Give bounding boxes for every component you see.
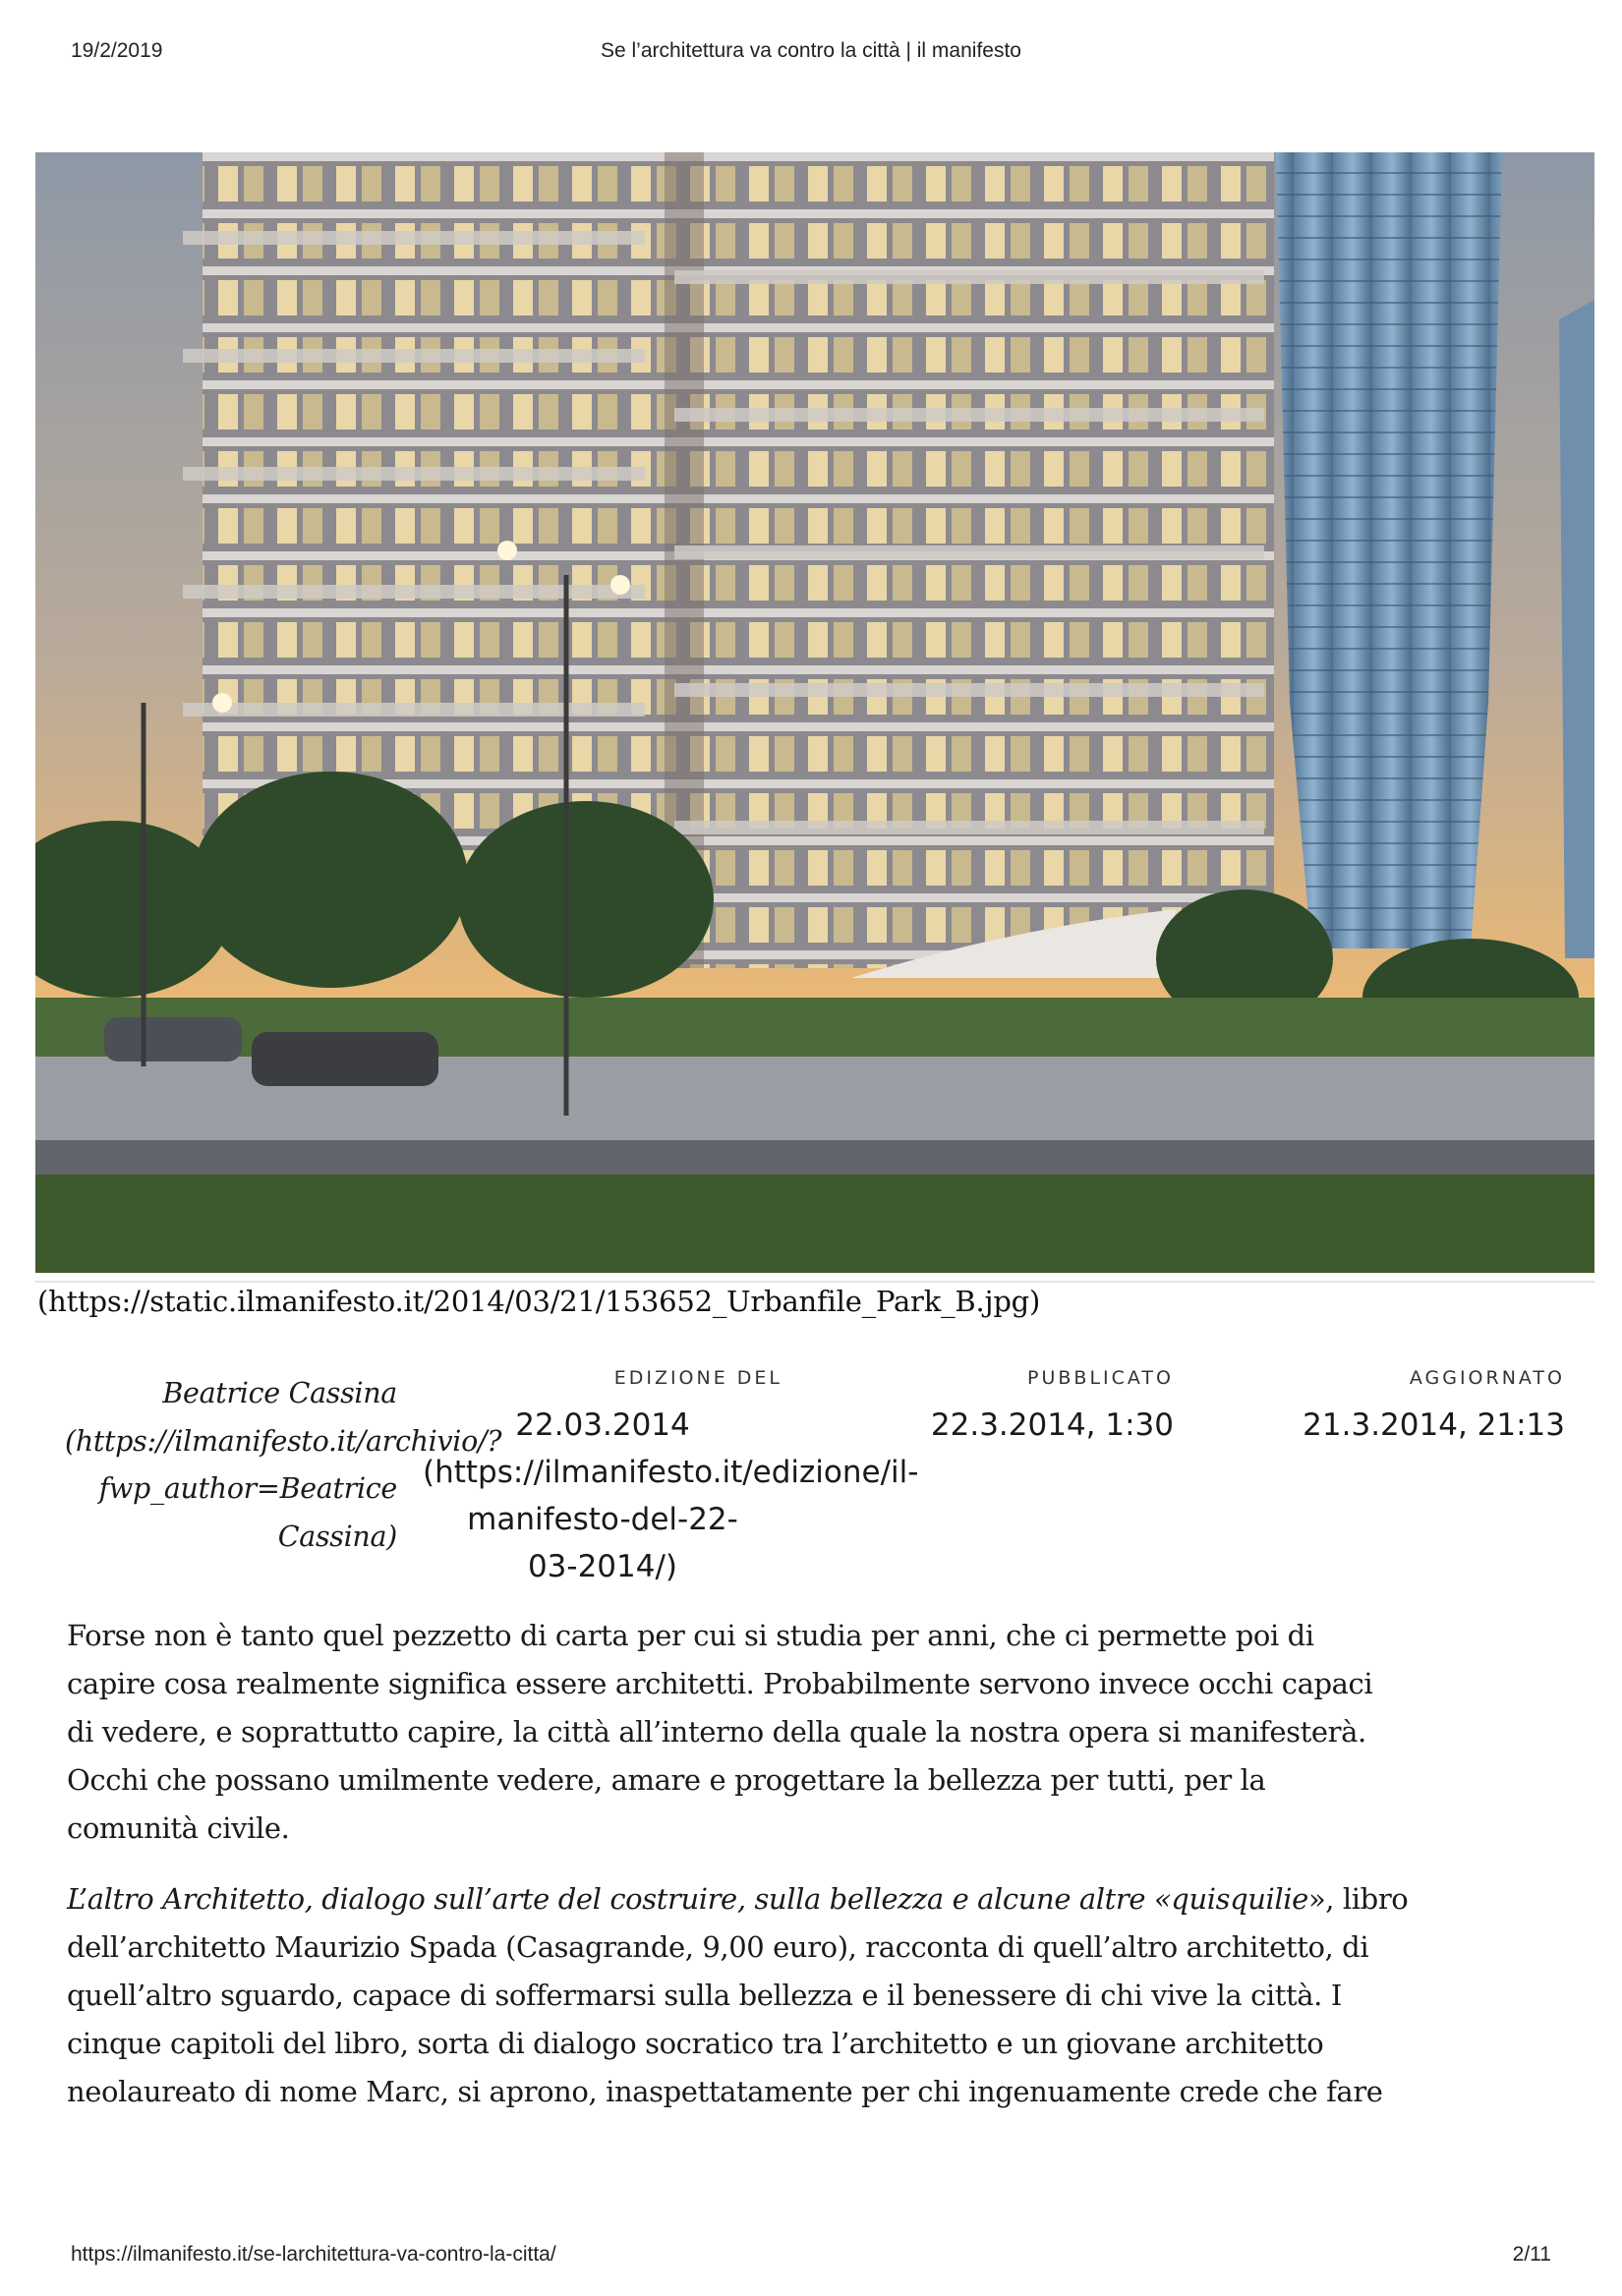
- author-line: (https://ilmanifesto.it/archivio/?: [65, 1424, 502, 1458]
- architectural-rendering-image: [35, 152, 1594, 1273]
- text-fragment: », libro: [1307, 1882, 1409, 1916]
- text-line: dell’architetto Maurizio Spada (Casagrande, 9,00 euro), racconta di quell’altro architetto, di: [67, 1930, 1369, 1964]
- author-line: fwp_author=Beatrice: [98, 1472, 397, 1505]
- text-line: di vedere, e soprattutto capire, la città all’interno della quale la nostra opera si manifesterà.: [67, 1715, 1366, 1749]
- text-line: Forse non è tanto quel pezzetto di carta per cui si studia per anni, che ci permette poi di: [67, 1619, 1314, 1652]
- book-title: L’altro Architetto, dialogo sull’arte del costruire, sulla bellezza e alcune altre «quisquilie: [67, 1882, 1308, 1916]
- author-link[interactable]: [65, 1370, 502, 1561]
- edition-line: (https://ilmanifesto.it/edizione/il-: [423, 1455, 919, 1490]
- print-page-title: Se l’architettura va contro la città | il manifesto: [601, 39, 1021, 62]
- article-meta: [0, 1366, 1622, 1612]
- article-paragraph: [67, 1612, 1571, 1853]
- text-line: quell’altro sguardo, capace di soffermarsi sulla bellezza e il benessere di chi vive la città. I: [67, 1979, 1342, 2012]
- article-paragraph: [67, 1875, 1571, 2116]
- updated-value: 21.3.2014, 21:13: [1303, 1407, 1565, 1443]
- text-line: [67, 1875, 1571, 1923]
- image-source-link[interactable]: (https://static.ilmanifesto.it/2014/03/21/153652_Urbanfile_Park_B.jpg): [37, 1285, 1041, 1318]
- article-body: [67, 1612, 1571, 2116]
- edition-line: 22.03.2014: [515, 1407, 690, 1443]
- published-column: [865, 1366, 1174, 1449]
- print-footer: [0, 2243, 1622, 2272]
- print-date: 19/2/2019: [71, 39, 163, 62]
- text-line: neolaureato di nome Marc, si aprono, inaspettatamente per chi ingenuamente crede che fare: [67, 2075, 1383, 2108]
- published-label: PUBBLICATO: [1027, 1367, 1174, 1389]
- author-line: Beatrice Cassina: [162, 1377, 397, 1409]
- hero-image[interactable]: [35, 152, 1594, 1273]
- print-url: https://ilmanifesto.it/se-larchitettura-va-contro-la-citta/: [71, 2243, 556, 2266]
- edition-line: 03-2014/): [527, 1549, 678, 1584]
- print-header: [0, 39, 1622, 69]
- published-value: 22.3.2014, 1:30: [930, 1407, 1174, 1443]
- image-divider: [35, 1281, 1594, 1283]
- text-line: comunità civile.: [67, 1811, 290, 1845]
- edition-link[interactable]: [423, 1402, 919, 1590]
- edition-line: manifesto-del-22-: [467, 1502, 738, 1537]
- author-line: Cassina): [277, 1520, 397, 1553]
- text-line: cinque capitoli del libro, sorta di dialogo socratico tra l’architetto e un giovane architetto: [67, 2027, 1324, 2060]
- updated-column: [1268, 1366, 1565, 1449]
- text-line: capire cosa realmente significa essere architetti. Probabilmente servono invece occhi capaci: [67, 1667, 1373, 1700]
- edition-column: [423, 1366, 919, 1590]
- updated-label: AGGIORNATO: [1409, 1367, 1565, 1389]
- edition-label: EDIZIONE DEL: [613, 1367, 782, 1389]
- page-number: 2/11: [1512, 2243, 1551, 2266]
- text-line: Occhi che possano umilmente vedere, amare e progettare la bellezza per tutti, per la: [67, 1763, 1266, 1797]
